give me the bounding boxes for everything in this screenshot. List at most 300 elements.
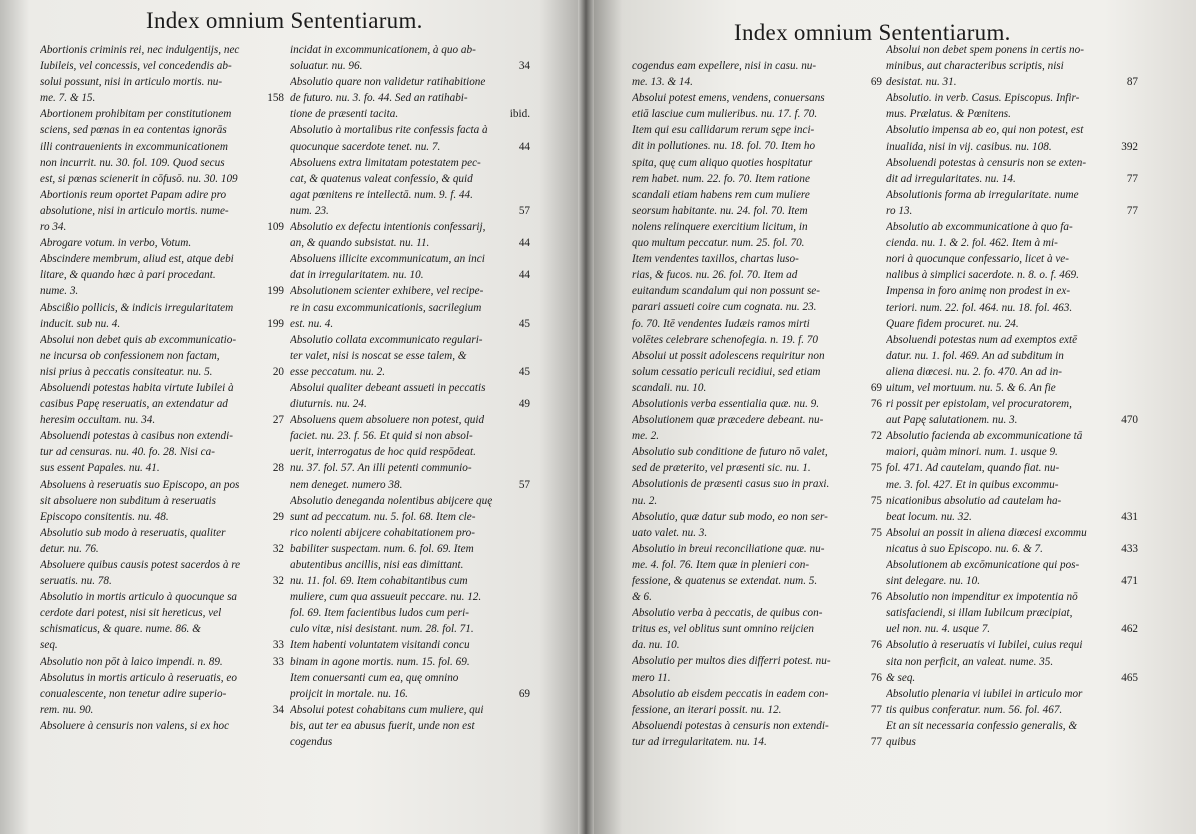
entry-text: rico nolenti abijcere cohabitationem pro-	[290, 526, 475, 539]
index-entry-line	[40, 605, 284, 621]
entry-text: me. 7. & 15.	[40, 92, 96, 105]
index-entry-line	[290, 477, 530, 493]
entry-text: Absolutionis forma ab irregularitate. nume	[886, 188, 1079, 201]
entry-text: Episcopo consitentis. nu. 48.	[40, 510, 169, 523]
index-entry-line	[290, 589, 530, 605]
entry-text: me. 4. fol. 76. Item quæ in plenieri con-	[632, 558, 810, 571]
entry-text: Absoluens à reseruatis suo Episcopo, an pos	[40, 478, 240, 491]
index-entry-line	[632, 122, 882, 138]
index-entry-line	[632, 299, 882, 315]
page-reference	[878, 299, 882, 315]
page-reference: 33	[272, 655, 284, 668]
index-entry-line	[886, 412, 1138, 428]
page-header: Index omnium Sententiarum.	[734, 20, 1011, 45]
index-entry-line	[290, 525, 530, 541]
page-reference: 34	[272, 703, 284, 716]
entry-text: Absolutio plenaria vi iubilei in articulo mor	[886, 687, 1083, 700]
index-entry-line	[290, 686, 530, 702]
index-entry-line	[632, 460, 882, 476]
index-entry-line	[632, 106, 882, 122]
entry-text: nori à quocunque confessario, licet à ve-	[886, 253, 1069, 266]
entry-text: sus essent Papales. nu. 41.	[40, 462, 160, 475]
entry-text: Abortionis criminis rei, nec indulgentijs, nec	[40, 44, 240, 56]
index-entry-line	[40, 155, 284, 171]
page-reference	[280, 525, 284, 541]
page-reference	[1134, 155, 1138, 171]
page-reference	[280, 267, 284, 283]
entry-text: cienda. nu. 1. & 2. fol. 462. Item à mi-	[886, 237, 1058, 250]
entry-text: tur ad irregularitatem. nu. 14.	[632, 735, 767, 748]
index-entry-line	[290, 364, 530, 380]
page-reference	[1134, 460, 1138, 476]
entry-text: sed de præterito, vel præsenti sic. nu. 1.	[632, 462, 811, 475]
entry-text: Absolutio quare non validetur ratihabitione	[290, 76, 486, 89]
entry-text: uitum, vel mortuum. nu. 5. & 6. An fie	[886, 381, 1056, 394]
page-reference: 76	[870, 671, 882, 684]
entry-text: seruatis. nu. 78.	[40, 575, 112, 588]
index-entry-line	[886, 557, 1138, 573]
entry-text: agat pœnitens re intellectā. num. 9. f. 44.	[290, 188, 473, 201]
page-reference: 470	[1121, 414, 1138, 427]
entry-text: seq.	[40, 639, 58, 652]
page-reference	[280, 235, 284, 251]
page-reference	[526, 155, 530, 171]
page-reference: 77	[1126, 172, 1138, 185]
entry-text: uel non. nu. 4. usque 7.	[886, 623, 991, 636]
entry-text: Abortionis reum oportet Papam adire pro	[40, 188, 227, 201]
index-entry-line	[632, 525, 882, 541]
page-reference	[1134, 348, 1138, 364]
entry-text: est. nu. 4.	[290, 317, 334, 330]
page-reference	[526, 734, 530, 750]
page-reference: 433	[1121, 542, 1138, 555]
page-reference: 77	[1126, 204, 1138, 217]
page-reference	[1134, 316, 1138, 332]
index-entry-line	[40, 637, 284, 653]
page-reference	[526, 654, 530, 670]
entry-text: Absolutio facienda ab excommunicatione tā	[886, 430, 1083, 443]
entry-text: euitandum scandalum qui non possunt se-	[632, 285, 821, 298]
entry-text: Abscindere membrum, aliud est, atque debi	[40, 253, 234, 266]
page-reference	[1134, 251, 1138, 267]
page-reference: 44	[518, 140, 530, 153]
page-reference	[878, 557, 882, 573]
page-reference	[526, 541, 530, 557]
index-entry-line	[40, 316, 284, 332]
page-reference	[526, 444, 530, 460]
index-entry-line	[290, 203, 530, 219]
entry-text: spita, quę cum aliquo quoties hospitatur	[632, 156, 813, 169]
page-reference: 49	[518, 398, 530, 411]
index-entry-line	[40, 460, 284, 476]
page-reference: 29	[272, 510, 284, 523]
page-reference: 76	[870, 591, 882, 604]
index-entry-line	[632, 58, 882, 74]
page-reference	[526, 74, 530, 90]
page-reference	[1134, 493, 1138, 509]
entry-text: Absolutio per multos dies differri potest. nu-	[632, 655, 831, 668]
entry-text: Absolutio ab excommunicatione à quo fa-	[886, 221, 1073, 234]
index-entry-line	[40, 300, 284, 316]
page-reference: 76	[870, 397, 882, 410]
entry-text: Absolutio in mortis articulo à quocunque sa	[40, 591, 238, 604]
entry-text: volētes celebrare schenofegia. n. 19. f. 70	[632, 333, 818, 346]
page-reference: 33	[272, 639, 284, 652]
page-reference	[878, 573, 882, 589]
entry-text: ter valet, nisi is noscat se esse talem, &	[290, 349, 467, 362]
index-entry-line	[40, 380, 284, 396]
entry-text: faciet. nu. 23. f. 56. Et quid si non absol-	[290, 430, 473, 443]
index-entry-line	[632, 573, 882, 589]
entry-text: esse peccatum. nu. 2.	[290, 365, 386, 378]
entry-text: nicatus à suo Episcopo. nu. 6. & 7.	[886, 542, 1043, 555]
index-entry-line	[886, 267, 1138, 283]
index-entry-line	[40, 621, 284, 637]
page-reference: 76	[870, 639, 882, 652]
index-entry-line	[290, 718, 530, 734]
entry-text: Absolutio collata excommunicato regulari-	[290, 333, 483, 346]
index-entry-line	[632, 219, 882, 235]
index-entry-line	[290, 573, 530, 589]
page-reference	[280, 106, 284, 122]
entry-text: minibus, aut characteribus scriptis, nisi	[886, 60, 1064, 73]
index-entry-line	[290, 74, 530, 90]
entry-text: nalibus à simplici sacerdote. n. 8. o. f. 469.	[886, 269, 1079, 282]
entry-text: me. 3. fol. 427. Et in quibus excommu-	[886, 478, 1059, 491]
entry-text: scandali. nu. 10.	[632, 381, 707, 394]
page-reference	[1134, 428, 1138, 444]
index-entry-line	[886, 428, 1138, 444]
page-reference	[878, 621, 882, 637]
page-reference	[526, 171, 530, 187]
page-reference	[280, 493, 284, 509]
index-entry-line	[290, 267, 530, 283]
page-reference	[526, 332, 530, 348]
index-entry-line	[886, 332, 1138, 348]
page-reference: 158	[267, 92, 284, 105]
entry-text: Item conuersanti cum ea, quę omnino	[290, 671, 459, 684]
index-column-right-2	[886, 42, 1138, 750]
entry-text: num. 23.	[290, 204, 329, 217]
page-reference	[280, 428, 284, 444]
page-reference	[280, 203, 284, 219]
entry-text: cogendus eam expellere, nisi in casu. nu-	[632, 60, 817, 72]
index-entry-line	[40, 74, 284, 90]
page-reference	[526, 718, 530, 734]
index-entry-line	[886, 203, 1138, 219]
entry-text: Absoluere à censuris non valens, si ex hoc	[40, 719, 230, 732]
index-entry-line	[632, 686, 882, 702]
entry-text: quo multum peccatur. num. 25. fol. 70.	[632, 237, 805, 250]
page-reference: 32	[272, 575, 284, 588]
page-reference	[280, 155, 284, 171]
index-entry-line	[40, 670, 284, 686]
entry-text: Absolutio verba à peccatis, de quibus con-	[632, 607, 823, 620]
index-column-left-1	[40, 42, 284, 734]
index-entry-line	[632, 653, 882, 669]
entry-text: Absolutio deneganda nolentibus abijcere quę	[290, 494, 493, 507]
index-entry-line	[40, 251, 284, 267]
page-reference	[526, 573, 530, 589]
entry-text: tritus es, vel oblitus sunt omnino reijcien	[632, 623, 814, 636]
index-entry-line	[40, 139, 284, 155]
page-reference	[526, 348, 530, 364]
page-reference: 109	[267, 221, 284, 234]
entry-text: seorsum habitante. nu. 24. fol. 70. Item	[632, 204, 808, 217]
page-reference	[526, 300, 530, 316]
index-entry-line	[632, 74, 882, 90]
entry-text: rem. nu. 90.	[40, 703, 94, 716]
index-entry-line	[290, 734, 530, 750]
entry-text: diuturnis. nu. 24.	[290, 398, 367, 411]
entry-text: Absolutionis de præsenti casus suo in praxi.	[632, 478, 830, 491]
entry-text: Absoluens quem absoluere non potest, quid	[290, 414, 485, 427]
entry-text: parari assueti coire cum cognata. nu. 23.	[632, 301, 817, 314]
entry-text: Absolui potest cohabitans cum muliere, qui	[290, 703, 484, 716]
entry-text: proijcit in mortale. nu. 16.	[290, 687, 408, 700]
page-reference	[878, 58, 882, 74]
page-reference	[878, 203, 882, 219]
index-entry-line	[40, 171, 284, 187]
entry-text: Absolui an possit in aliena diœcesi excommu	[886, 526, 1087, 539]
entry-text: an, & quando subsistat. nu. 11.	[290, 237, 430, 250]
entry-text: Absolutio, quæ datur sub modo, eo non ser-	[632, 510, 828, 523]
page-reference	[878, 106, 882, 122]
index-entry-line	[40, 106, 284, 122]
page-reference	[526, 702, 530, 718]
page-reference	[526, 90, 530, 106]
index-entry-line	[290, 283, 530, 299]
index-entry-line	[40, 90, 284, 106]
index-entry-line	[290, 42, 530, 58]
entry-text: Absoluendi potestas à casibus non extendi-	[40, 430, 233, 443]
entry-text: casibus Papę reseruatis, an extendatur ad	[40, 398, 228, 411]
page-reference	[526, 509, 530, 525]
index-entry-line	[40, 332, 284, 348]
entry-text: Absolutio ab eisdem peccatis in eadem con-	[632, 687, 829, 700]
page-reference	[878, 235, 882, 251]
index-entry-line	[886, 283, 1138, 299]
page-reference	[526, 460, 530, 476]
entry-text: Absolui non debet spem ponens in certis no-	[886, 44, 1084, 56]
page-reference	[1134, 42, 1138, 58]
page-reference	[280, 74, 284, 90]
index-entry-line	[632, 138, 882, 154]
page-reference	[280, 348, 284, 364]
page-reference	[526, 621, 530, 637]
page-reference	[526, 380, 530, 396]
index-entry-line	[290, 509, 530, 525]
entry-text: da. nu. 10.	[632, 639, 680, 652]
page-reference	[280, 332, 284, 348]
index-entry-line	[632, 493, 882, 509]
index-entry-line	[40, 493, 284, 509]
entry-text: uato valet. nu. 3.	[632, 526, 708, 539]
index-column-left-2	[290, 42, 530, 750]
entry-text: Absolutio non impenditur ex impotentia nō	[886, 591, 1078, 604]
index-entry-line	[632, 235, 882, 251]
entry-text: Abscißio pollicis, & indicis irregularitatem	[40, 301, 234, 314]
entry-text: Absoluens illicite excommunicatum, an inci	[290, 253, 485, 266]
page-reference	[280, 557, 284, 573]
page-header: Index omnium Sententiarum.	[146, 8, 423, 33]
index-entry-line	[40, 267, 284, 283]
page-reference	[878, 171, 882, 187]
page-reference: 75	[870, 462, 882, 475]
entry-text: teriori. num. 22. fol. 464. nu. 18. fol. 463.	[886, 301, 1073, 314]
index-entry-line	[886, 235, 1138, 251]
page-reference	[280, 621, 284, 637]
entry-text: me. 2.	[632, 430, 660, 443]
index-entry-line	[632, 718, 882, 734]
index-entry-line	[886, 396, 1138, 412]
index-entry-line	[886, 171, 1138, 187]
page-reference: 32	[272, 542, 284, 555]
page-reference	[1134, 364, 1138, 380]
index-entry-line	[290, 300, 530, 316]
index-entry-line	[632, 589, 882, 605]
entry-text: Absolutio à mortalibus rite confessis facta à	[290, 124, 488, 137]
entry-text: nu. 37. fol. 57. An illi petenti communio-	[290, 462, 472, 475]
page-reference	[526, 42, 530, 58]
page-reference	[1134, 300, 1138, 316]
entry-text: fol. 471. Ad cautelam, quando fiat. nu-	[886, 462, 1060, 475]
entry-text: sita non perficit, an valeat. nume. 35.	[886, 655, 1054, 668]
entry-text: aliena diœcesi. nu. 2. fo. 470. An ad in-	[886, 365, 1062, 378]
entry-text: abutentibus ancillis, nisi eas dimittant.	[290, 559, 464, 571]
entry-text: dit ad irregularitates. nu. 14.	[886, 172, 1016, 185]
index-entry-line	[632, 251, 882, 267]
entry-text: datur. nu. 1. fol. 469. An ad subditum in	[886, 349, 1064, 362]
entry-text: inualida, nisi in vij. casibus. nu. 108.	[886, 140, 1052, 153]
page-reference	[526, 605, 530, 621]
index-entry-line	[40, 219, 284, 235]
page-reference	[1134, 702, 1138, 718]
entry-text: fol. 69. Item facientibus ludos cum peri-	[290, 607, 469, 620]
page-reference	[878, 541, 882, 557]
entry-text: Absoluens extra limitatam potestatem pec-	[290, 156, 481, 169]
entry-text: Absolutionem ab excōmunicatione qui pos-	[886, 559, 1080, 571]
page-reference: 45	[518, 317, 530, 330]
entry-text: ro 34.	[40, 221, 67, 234]
index-entry-line	[40, 444, 284, 460]
page-reference: 462	[1121, 623, 1138, 636]
index-entry-line	[632, 364, 882, 380]
index-entry-line	[632, 509, 882, 525]
entry-text: nisi prius à peccatis consiteatur. nu. 5.	[40, 365, 213, 378]
page-reference	[526, 589, 530, 605]
index-entry-line	[886, 106, 1138, 122]
index-entry-line	[290, 58, 530, 74]
page-reference: 69	[518, 687, 530, 700]
page-reference: 45	[518, 365, 530, 378]
entry-text: & seq.	[886, 671, 916, 684]
entry-text: aut Papę salutationem. nu. 3.	[886, 414, 1018, 427]
entry-text: Quare fidem procuret. nu. 24.	[886, 317, 1019, 330]
entry-text: detur. nu. 76.	[40, 542, 99, 555]
entry-text: cogendus	[290, 736, 333, 749]
page-reference	[878, 155, 882, 171]
entry-text: Absolutio non pōt à laico impendi. n. 89.	[40, 655, 223, 668]
index-entry-line	[40, 396, 284, 412]
page-reference	[1134, 106, 1138, 122]
entry-text: Iubileis, vel concessis, vel concedendis ab-	[40, 60, 232, 73]
page-reference	[878, 267, 882, 283]
index-entry-line	[632, 267, 882, 283]
entry-text: rias, & fucos. nu. 26. fol. 70. Item ad	[632, 269, 798, 282]
index-entry-line	[290, 670, 530, 686]
index-entry-line	[886, 251, 1138, 267]
index-entry-line	[886, 702, 1138, 718]
entry-text: tione de præsenti tacita.	[290, 108, 399, 121]
entry-text: fessione, an iterari possit. nu. 12.	[632, 703, 782, 716]
index-entry-line	[632, 541, 882, 557]
entry-text: dat in irregularitatem. nu. 10.	[290, 269, 424, 282]
entry-text: cat, & quatenus valeat confessio, & quid	[290, 172, 473, 185]
index-entry-line	[632, 428, 882, 444]
index-entry-line	[886, 90, 1138, 106]
index-entry-line	[290, 605, 530, 621]
page-reference	[526, 283, 530, 299]
entry-text: Absolutio sub modo à reseruatis, qualiter	[40, 526, 226, 539]
page-reference	[526, 219, 530, 235]
page-reference	[280, 589, 284, 605]
page-reference	[280, 122, 284, 138]
page-reference	[526, 187, 530, 203]
page-reference	[280, 718, 284, 734]
entry-text: inducit. sub nu. 4.	[40, 317, 121, 330]
index-entry-line	[632, 670, 882, 686]
page-reference	[1134, 219, 1138, 235]
index-entry-line	[632, 187, 882, 203]
index-entry-line	[886, 718, 1138, 734]
entry-text: Absolui ut possit adolescens requiritur non	[632, 349, 825, 362]
page-reference	[280, 187, 284, 203]
page-reference	[280, 444, 284, 460]
entry-text: solui possunt, nisi in articulo mortis. nu-	[40, 76, 223, 89]
page-reference: 199	[267, 317, 284, 330]
index-entry-line	[632, 702, 882, 718]
index-entry-line	[632, 332, 882, 348]
page-reference	[526, 557, 530, 573]
index-entry-line	[886, 686, 1138, 702]
index-entry-line	[632, 90, 882, 106]
page-reference: 392	[1121, 140, 1138, 153]
index-entry-line	[886, 541, 1138, 557]
page-reference	[280, 171, 284, 187]
index-entry-line	[40, 654, 284, 670]
index-entry-line	[40, 58, 284, 74]
index-entry-line	[632, 380, 882, 396]
index-entry-line	[886, 155, 1138, 171]
index-entry-line	[886, 493, 1138, 509]
page-reference	[878, 718, 882, 734]
entry-text: Item vendentes taxillos, chartas luso-	[632, 253, 799, 266]
index-entry-line	[40, 477, 284, 493]
index-entry-line	[40, 718, 284, 734]
index-entry-line	[290, 541, 530, 557]
entry-text: culo vitæ, nisi desistant. num. 28. fol. 71.	[290, 623, 474, 636]
page-reference	[280, 42, 284, 58]
entry-text: Absolutio in breui reconciliatione quæ. nu-	[632, 542, 825, 555]
page-reference	[1134, 686, 1138, 702]
index-entry-line	[886, 670, 1138, 686]
index-entry-line	[290, 155, 530, 171]
entry-text: desistat. nu. 31.	[886, 76, 957, 89]
index-entry-line	[886, 509, 1138, 525]
page-reference	[526, 525, 530, 541]
entry-text: soluatur. nu. 96.	[290, 60, 363, 73]
